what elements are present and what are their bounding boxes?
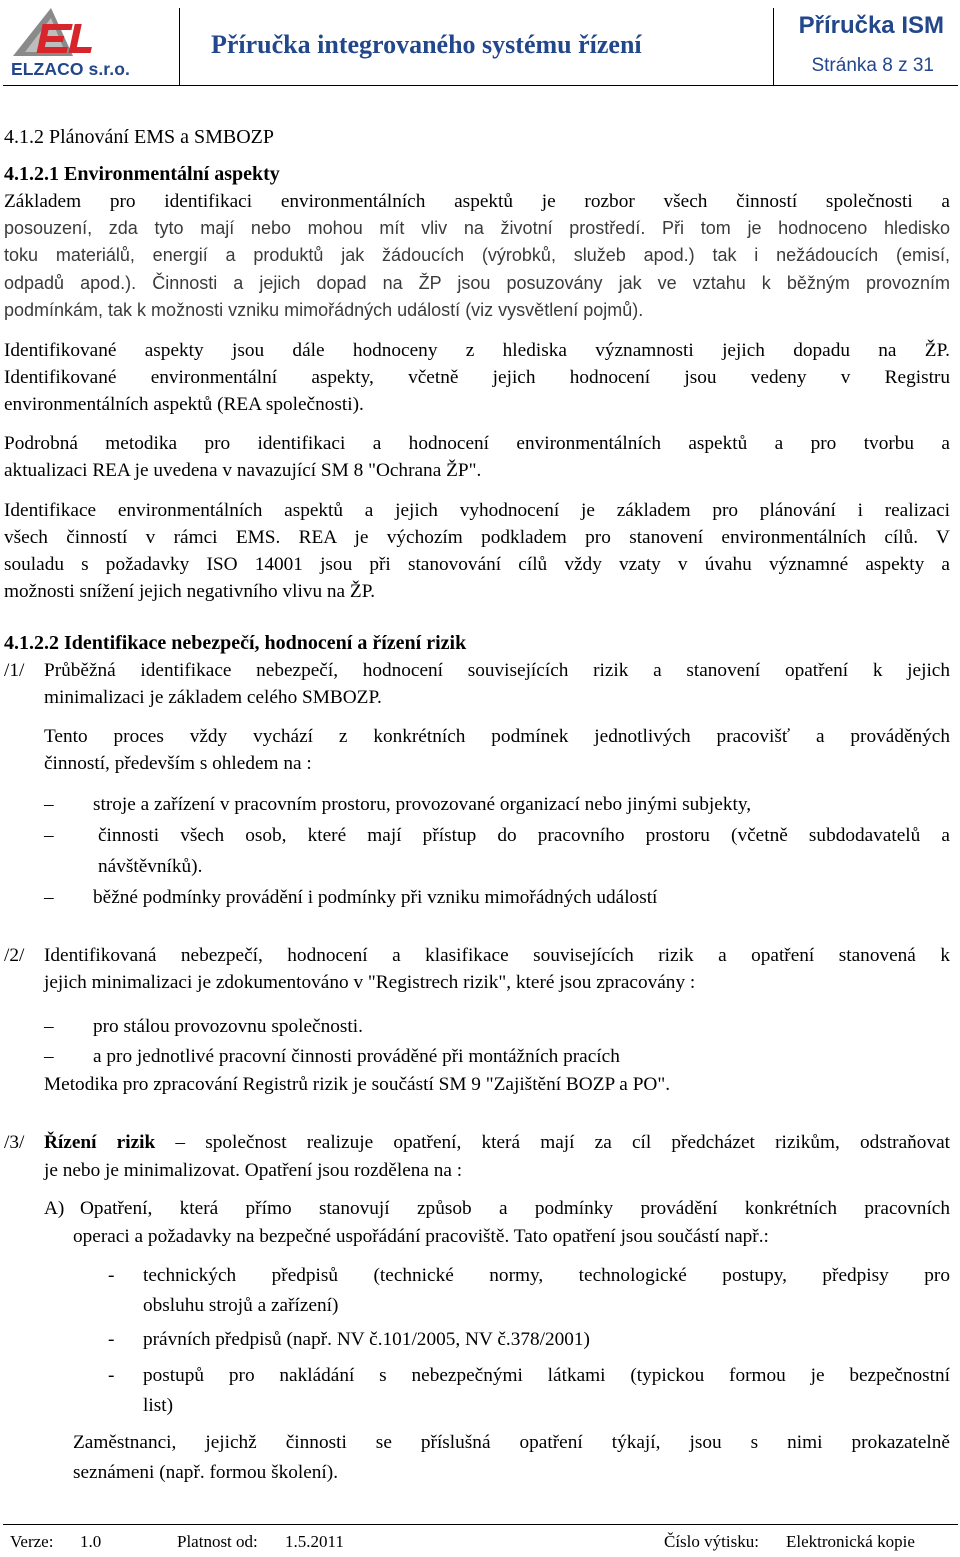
paragraph-line: Identifikované environmentální aspekty, včetně jejich hodnocení jsou vedeny v Registru — [4, 367, 950, 388]
list-item: právních předpisů (např. NV č.101/2005, NV č.378/2001) — [143, 1329, 590, 1350]
list-item: postupů pro nakládání s nebezpečnými látkami (typickou formou je bezpečnostní — [143, 1365, 950, 1386]
copy-number-label: Číslo výtisku: — [664, 1532, 759, 1551]
elzaco-logo-icon — [11, 4, 131, 59]
header-divider — [179, 8, 180, 86]
paragraph-line: aktualizaci REA je uvedena v navazující SM 8 "Ochrana ŽP". — [4, 460, 482, 481]
bullet-hyphen: - — [108, 1265, 115, 1286]
paragraph-line: jejich minimalizaci je zdokumentováno v "Registrech rizik", které jsou zpracovány : — [44, 972, 696, 993]
header-rule — [3, 85, 958, 86]
paragraph-line: je nebo je minimalizovat. Opatření jsou rozdělena na : — [44, 1160, 463, 1181]
subsection-heading: 4.1.2.2 Identifikace nebezpečí, hodnocení a řízení rizik — [4, 632, 467, 654]
paragraph-line: Identifikace environmentálních aspektů a jejich vyhodnocení je základem pro plánování i realizaci — [4, 500, 950, 521]
paragraph-line: podmínkám, tak k možnosti vzniku mimořádných událostí (viz vysvětlení pojmů). — [4, 300, 644, 320]
paragraph-line: seznámeni (např. formou školení). — [73, 1462, 339, 1483]
bullet-dash: – — [44, 794, 54, 815]
item-letter: A) — [44, 1198, 65, 1219]
bullet-dash: – — [44, 887, 54, 908]
item-number: /2/ — [4, 945, 25, 966]
paragraph-line: souladu s požadavky ISO 14001 jsou při stanovování cílů vždy vzaty v úvahu významné aspekty a — [4, 554, 950, 575]
list-item: běžné podmínky provádění i podmínky při vzniku mimořádných událostí — [93, 887, 658, 908]
list-item: obsluhu strojů a zařízení) — [143, 1295, 339, 1316]
paragraph-line: posouzení, zda tyto mají nebo mohou mít vliv na životní prostředí. Při tom je hodnoceno hledisko — [4, 218, 950, 238]
paragraph-line — [44, 1129, 950, 1156]
paragraph-line: Zaměstnanci, jejichž činnosti se příslušná opatření týkají, jsou s nimi prokazatelně — [73, 1432, 950, 1453]
list-item: technických předpisů (technické normy, technologické postupy, předpisy pro — [143, 1265, 950, 1286]
bullet-hyphen: - — [108, 1329, 115, 1350]
bullet-dash: – — [44, 825, 54, 846]
paragraph-line: činností, především s ohledem na : — [44, 753, 312, 774]
section-heading: 4.1.2 Plánování EMS a SMBOZP — [4, 126, 275, 148]
paragraph-line: Průběžná identifikace nebezpečí, hodnocení souvisejících rizik a stanovení opatření k jejich — [44, 660, 950, 681]
paragraph-line: environmentálních aspektů (REA společnosti). — [4, 394, 364, 415]
paragraph-line: Opatření, která přímo stanovují způsob a podmínky provádění konkrétních pracovních — [80, 1198, 950, 1219]
version-label: Verze: — [10, 1532, 54, 1551]
subsection-heading: 4.1.2.1 Environmentální aspekty — [4, 163, 280, 185]
document-code: Příručka ISM — [798, 12, 944, 39]
company-logo — [11, 4, 166, 84]
bullet-hyphen: - — [108, 1365, 115, 1386]
page-header — [3, 4, 958, 84]
paragraph-line: Podrobná metodika pro identifikaci a hodnocení environmentálních aspektů a pro tvorbu a — [4, 433, 950, 454]
header-divider — [773, 8, 774, 86]
footer-rule — [3, 1524, 958, 1525]
paragraph-text: – společnost realizuje opatření, která mají za cíl předcházet rizikům, odstraňovat — [155, 1132, 950, 1153]
bullet-dash: – — [44, 1016, 54, 1037]
paragraph-line: Identifikovaná nebezpečí, hodnocení a klasifikace souvisejících rizik a opatření stanovená k — [44, 945, 950, 966]
list-item: a pro jednotlivé pracovní činnosti prováděné při montážních pracích — [93, 1046, 620, 1067]
list-item: list) — [143, 1395, 173, 1416]
copy-number-value: Elektronická kopie — [786, 1532, 915, 1551]
list-item: návštěvníků). — [98, 856, 203, 877]
paragraph-line: Tento proces vždy vychází z konkrétních podmínek jednotlivých pracovišť a prováděných — [44, 726, 950, 747]
paragraph-line: možnosti snížení jejich negativního vlivu na ŽP. — [4, 581, 376, 602]
risk-management-term: Řízení rizik — [44, 1132, 156, 1153]
company-name: ELZACO s.r.o. — [11, 59, 130, 79]
paragraph-line: minimalizaci je základem celého SMBOZP. — [44, 687, 382, 708]
paragraph-line: Identifikované aspekty jsou dále hodnoceny z hlediska významnosti jejich dopadu na ŽP. — [4, 340, 950, 361]
version-value: 1.0 — [80, 1532, 102, 1551]
paragraph-line: Základem pro identifikaci environmentálních aspektů je rozbor všech činností společnosti a — [4, 191, 950, 212]
bullet-dash: – — [44, 1046, 54, 1067]
list-item: stroje a zařízení v pracovním prostoru, provozované organizací nebo jinými subjekty, — [93, 794, 752, 815]
paragraph-line: operaci a požadavky na bezpečné uspořádání pracoviště. Tato opatření jsou součástí např.: — [73, 1226, 769, 1247]
valid-from-value: 1.5.2011 — [285, 1532, 344, 1551]
item-number: /1/ — [4, 660, 25, 681]
page-number: Stránka 8 z 31 — [811, 55, 934, 76]
paragraph-line: odpadů apod.). Činnosti a jejich dopad na ŽP jsou posuzovány jak ve vztahu k běžným provozním — [4, 273, 950, 293]
paragraph-line: Metodika pro zpracování Registrů rizik je součástí SM 9 "Zajištění BOZP a PO". — [44, 1074, 671, 1095]
item-number: /3/ — [4, 1132, 25, 1153]
valid-from-label: Platnost od: — [177, 1532, 258, 1551]
list-item: pro stálou provozovnu společnosti. — [93, 1016, 363, 1037]
document-title: Příručka integrovaného systému řízení — [211, 30, 642, 59]
paragraph-line: toku materiálů, energií a produktů jak žádoucích (výrobků, služeb apod.) tak i nežádoucích (emisí, — [4, 245, 950, 265]
list-item: činnosti všech osob, které mají přístup do pracovního prostoru (včetně subdodavatelů a — [98, 825, 950, 846]
paragraph-line: všech činností v rámci EMS. REA je výchozím podkladem pro stanovení environmentálních cílů. V — [4, 527, 950, 548]
